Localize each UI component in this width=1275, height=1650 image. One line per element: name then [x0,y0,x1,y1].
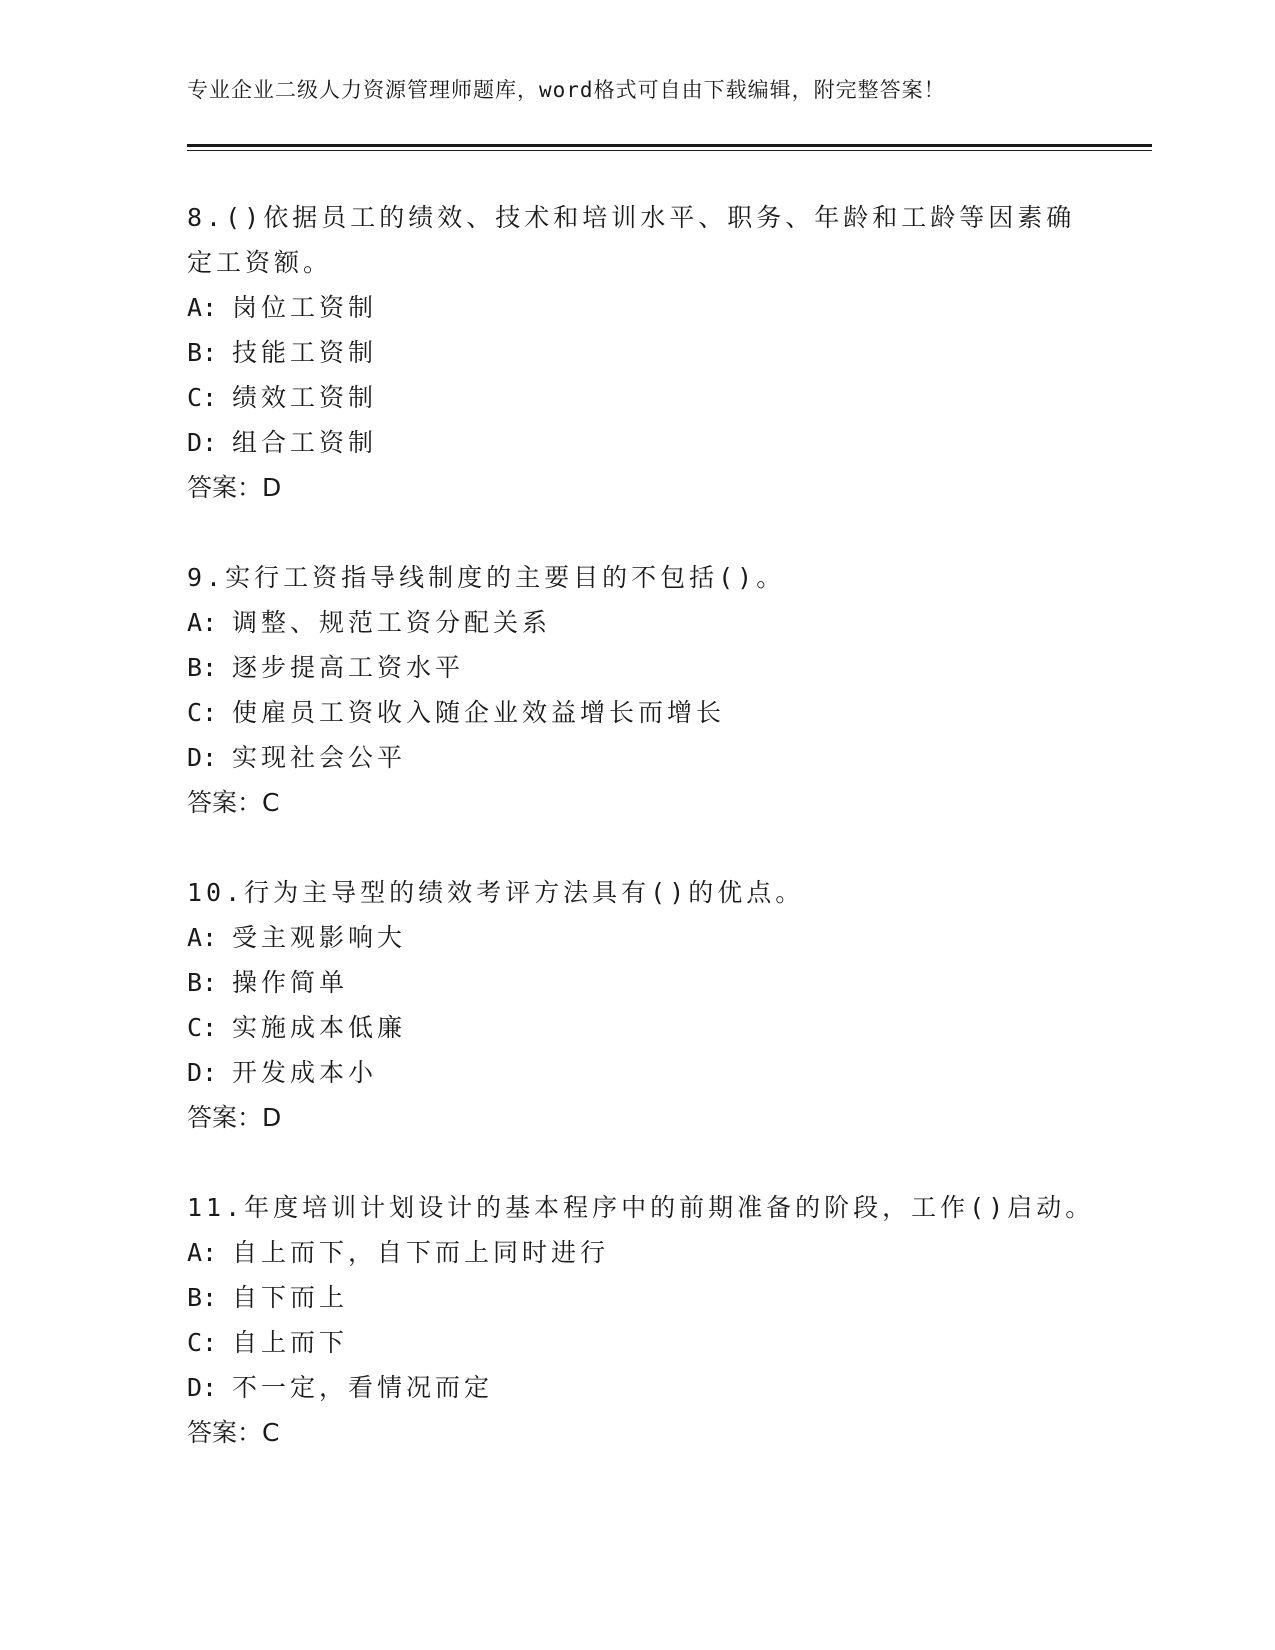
option-d [187,1365,1087,1410]
page-header: 专业企业二级人力资源管理师题库，word格式可自由下载编辑，附完整答案！ [187,78,946,102]
answer: 答案：C [187,788,280,817]
option-text: 组合工资制 [232,428,378,457]
option-text: 岗位工资制 [232,293,378,322]
option-d [187,420,1087,465]
option-text: 调整、规范工资分配关系 [232,608,552,637]
question-10 [187,870,1087,1140]
answer: 答案：D [187,473,282,502]
question-stem-continued: 定工资额。 [187,248,333,277]
option-a [187,600,1087,645]
option-text: 受主观影响大 [232,923,407,952]
option-letter: C: [187,1328,218,1357]
option-text: 绩效工资制 [232,383,378,412]
option-letter: B: [187,653,218,682]
option-letter: B: [187,338,218,367]
question-11 [187,1185,1095,1455]
option-b [187,330,1087,375]
option-a [187,915,1087,960]
header-divider-thick [187,144,1152,147]
option-letter: A: [187,1238,218,1267]
option-text: 自上而下，自下而上同时进行 [232,1238,610,1267]
question-8 [187,195,1087,510]
option-d [187,1050,1087,1095]
option-text: 开发成本小 [232,1058,378,1087]
option-b [187,960,1087,1005]
question-stem: 10.行为主导型的绩效考评方法具有()的优点。 [187,878,805,907]
option-letter: C: [187,1013,218,1042]
answer: 答案：C [187,1418,280,1447]
header-divider-thin [187,150,1152,151]
question-9 [187,555,1087,825]
option-text: 操作简单 [232,968,349,997]
option-letter: C: [187,383,218,412]
option-c [187,375,1087,420]
option-letter: A: [187,608,218,637]
option-text: 自下而上 [232,1283,349,1312]
question-stem: 8.()依据员工的绩效、技术和培训水平、职务、年龄和工龄等因素确 [187,203,1076,232]
option-c [187,1005,1087,1050]
option-text: 使雇员工资收入随企业效益增长而增长 [232,698,726,727]
option-b [187,645,1087,690]
option-letter: B: [187,968,218,997]
option-letter: C: [187,698,218,727]
option-text: 不一定，看情况而定 [232,1373,494,1402]
option-d [187,735,1087,780]
option-text: 实施成本低廉 [232,1013,407,1042]
option-letter: D: [187,428,218,457]
option-letter: A: [187,293,218,322]
option-letter: D: [187,1373,218,1402]
option-text: 自上而下 [232,1328,349,1357]
option-letter: D: [187,1058,218,1087]
answer: 答案：D [187,1103,282,1132]
option-c [187,1320,1087,1365]
option-letter: B: [187,1283,218,1312]
question-stem: 11.年度培训计划设计的基本程序中的前期准备的阶段，工作()启动。 [187,1193,1095,1222]
question-stem: 9.实行工资指导线制度的主要目的不包括()。 [187,563,786,592]
option-c [187,690,1087,735]
option-a [187,285,1087,330]
option-text: 逐步提高工资水平 [232,653,465,682]
option-b [187,1275,1087,1320]
option-letter: D: [187,743,218,772]
option-text: 技能工资制 [232,338,378,367]
option-letter: A: [187,923,218,952]
option-a [187,1230,1087,1275]
option-text: 实现社会公平 [232,743,407,772]
